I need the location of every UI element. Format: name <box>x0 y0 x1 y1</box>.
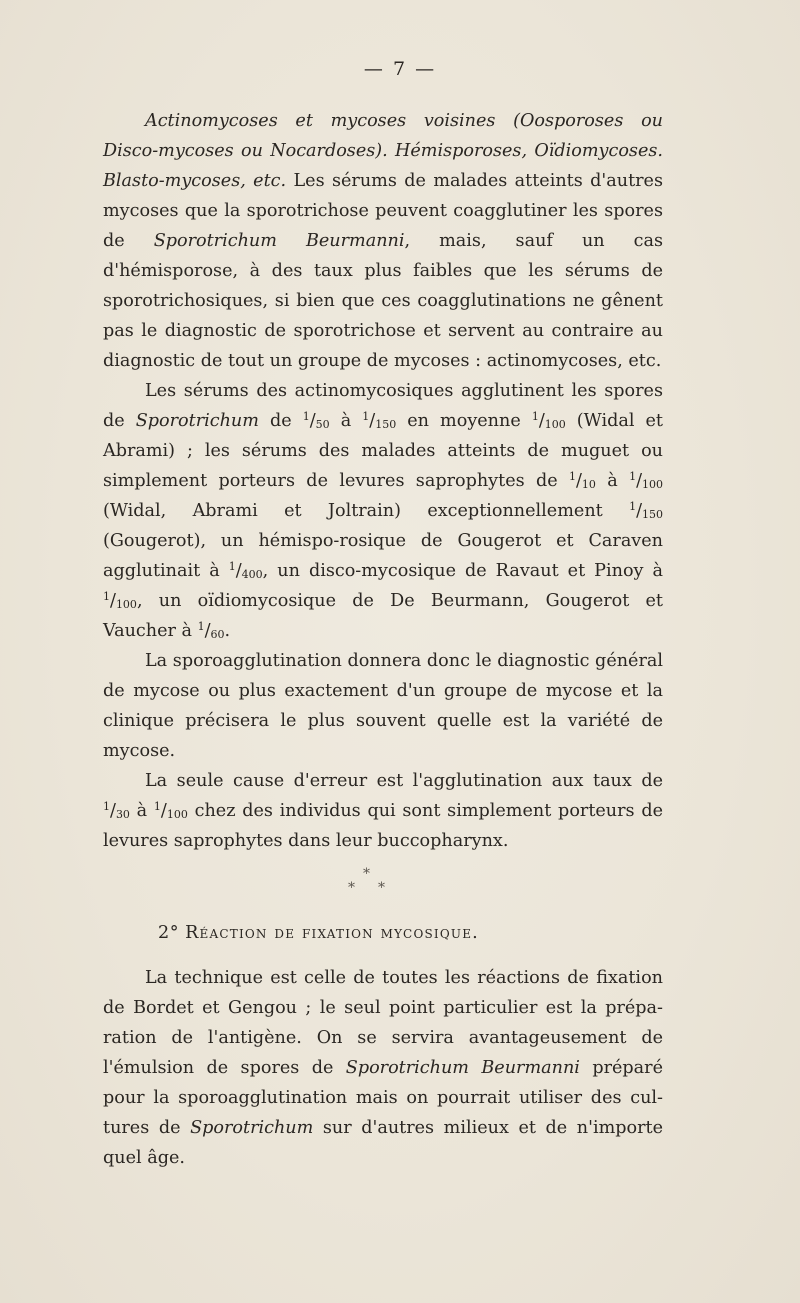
section-number: 2° <box>158 923 179 943</box>
asterism-star: * <box>348 880 355 896</box>
fraction-denominator: 30 <box>115 808 130 821</box>
fraction-denominator: 100 <box>115 598 137 611</box>
paragraph-text: Les sérums de malades atteints d'autres mycoses que la sporotrichose peuvent coagglutiner les spores de <box>103 171 663 251</box>
fraction-denominator: 100 <box>642 478 663 491</box>
species-name-italic: Sporotrichum Beurmanni <box>153 231 405 251</box>
paragraph-text: (Widal et Abrami) ; les sérums des malades atteints de muguet ou simplement porteurs de levures saprophytes de <box>103 411 663 491</box>
paragraph-text: chez des individus qui sont simplement porteurs de levures saprophytes dans leur buccopharynx. <box>103 801 663 851</box>
fraction-denominator: 60 <box>210 628 225 641</box>
section-title: Réaction de fixation mycosique. <box>185 923 479 943</box>
paragraph-text: à <box>329 411 363 431</box>
fraction-numerator: 1 <box>531 410 539 423</box>
paragraph-actinomycoses <box>103 106 663 376</box>
fraction-numerator: 1 <box>362 410 370 423</box>
fraction-numerator: 1 <box>302 410 310 423</box>
body-text-lower <box>103 963 663 1173</box>
fraction-numerator: 1 <box>568 470 576 483</box>
fraction-denominator: 400 <box>241 568 263 581</box>
paragraph-text: (Gougerot), un hémispo-rosique de Gougerot et Caraven agglutinait à <box>103 531 663 581</box>
paragraph-text: , un disco-mycosique de Ravaut et Pinoy à <box>262 561 663 581</box>
fraction-denominator: 150 <box>642 508 663 521</box>
paragraph-text: La seule cause d'erreur est l'agglutination aux taux de <box>145 771 663 791</box>
fraction-denominator: 100 <box>544 418 566 431</box>
fraction-numerator: 1 <box>197 620 205 633</box>
asterism-separator <box>338 866 398 906</box>
fraction-denominator: 50 <box>315 418 330 431</box>
fraction-denominator: 150 <box>375 418 397 431</box>
fraction-numerator: 1 <box>629 470 637 483</box>
fraction-denominator: 100 <box>166 808 188 821</box>
section-heading <box>158 918 658 948</box>
paragraph-technique <box>103 963 663 1173</box>
species-name-italic: Sporotrichum Beurmanni <box>345 1058 580 1078</box>
paragraph-text: . <box>224 621 231 641</box>
fraction-numerator: 1 <box>103 800 110 813</box>
paragraph-text: en moyenne <box>396 411 532 431</box>
fraction-numerator: 1 <box>103 590 110 603</box>
paragraph-general-diagnosis: La sporoagglutination donnera donc le diagnostic général de mycose ou plus exactement d'un groupe de mycose et la clinique précisera le plus souvent quelle est la variété de mycose. <box>103 651 663 761</box>
disease-list-italic: Actinomycoses et mycoses voisines (Oosporoses ou Disco-mycoses ou Nocardoses). Hémisporoses, Oïdiomycoses. Blasto-mycoses, etc. <box>103 111 663 191</box>
page-number: — 7 — <box>363 58 437 80</box>
paragraph-error-cause: La seule cause d'erreur est l'agglutination aux taux de $^1/_{30}$ à $^1/_{100}$ chez des individus qui sont simplement porteurs de levures saprophytes dans leur buccopharynx. <box>103 771 663 851</box>
paragraph-text: , un oïdiomycosique de De Beurmann, Gougerot et Vaucher à <box>103 591 663 641</box>
asterism-star: * <box>378 880 385 896</box>
species-name-italic: Sporotrichum <box>135 411 259 431</box>
fraction-denominator: 10 <box>581 478 596 491</box>
fraction-numerator: 1 <box>228 560 236 573</box>
paragraph-text: , mais, sauf un cas d'hémisporose, à des taux plus faibles que les sérums de sporotrichosiques, si bien que ces coagglutinations ne gênent pas le diagnostic de sporotrichose et servent au contraire au diagnostic de tout un groupe de mycoses : actinomycoses, etc. <box>103 231 663 371</box>
paragraph-text: préparé pour la sporoagglutination mais on pourrait utiliser des cul-tures de <box>103 1058 663 1138</box>
paragraph-text: Les sérums des actinomycosiques agglutinent les spores de <box>103 381 663 431</box>
species-name-italic: Sporotrichum <box>190 1118 314 1138</box>
paragraph-text: La technique est celle de toutes les réactions de fixation de Bordet et Gengou ; le seul point particulier est la prépa-ration de l'antigène. On se servira avantageusement de l'émulsion de spores de <box>103 968 663 1078</box>
paragraph-agglutination-rates: Les sérums des actinomycosiques agglutinent les spores de Sporotrichum de $^1/_{50}$ à $^1/_{150}$ en moyenne $^1/_{100}$ (Widal et Abrami) ; les sérums des malades atteints de muguet ou simplement porteurs de levures saprophytes de $^1/_{10}$ à $^1/_{100}$ (Widal, Abrami et Joltrain) exceptionnellement $^1/_{150}$ (Gougerot), un hémispo-rosique de Gougerot et Caraven agglutinait à $^1/_{400}$, un disco-mycosique de Ravaut et Pinoy à $^1/_{100}$, un oïdiomycosique de De Beurmann, Gougerot et Vaucher à $^1/_{60}$. <box>103 381 663 641</box>
fraction-numerator: 1 <box>629 500 637 513</box>
paragraph-text: de <box>258 411 303 431</box>
paragraph-text: sur d'autres milieux et de n'importe quel âge. <box>103 1118 663 1168</box>
body-text-upper <box>103 106 663 856</box>
paragraph-text: (Widal, Abrami et Joltrain) exceptionnellement <box>103 501 630 521</box>
paragraph-text: à <box>129 801 154 821</box>
fraction-numerator: 1 <box>153 800 161 813</box>
asterism-star: * <box>363 866 370 882</box>
paragraph-text: à <box>595 471 630 491</box>
